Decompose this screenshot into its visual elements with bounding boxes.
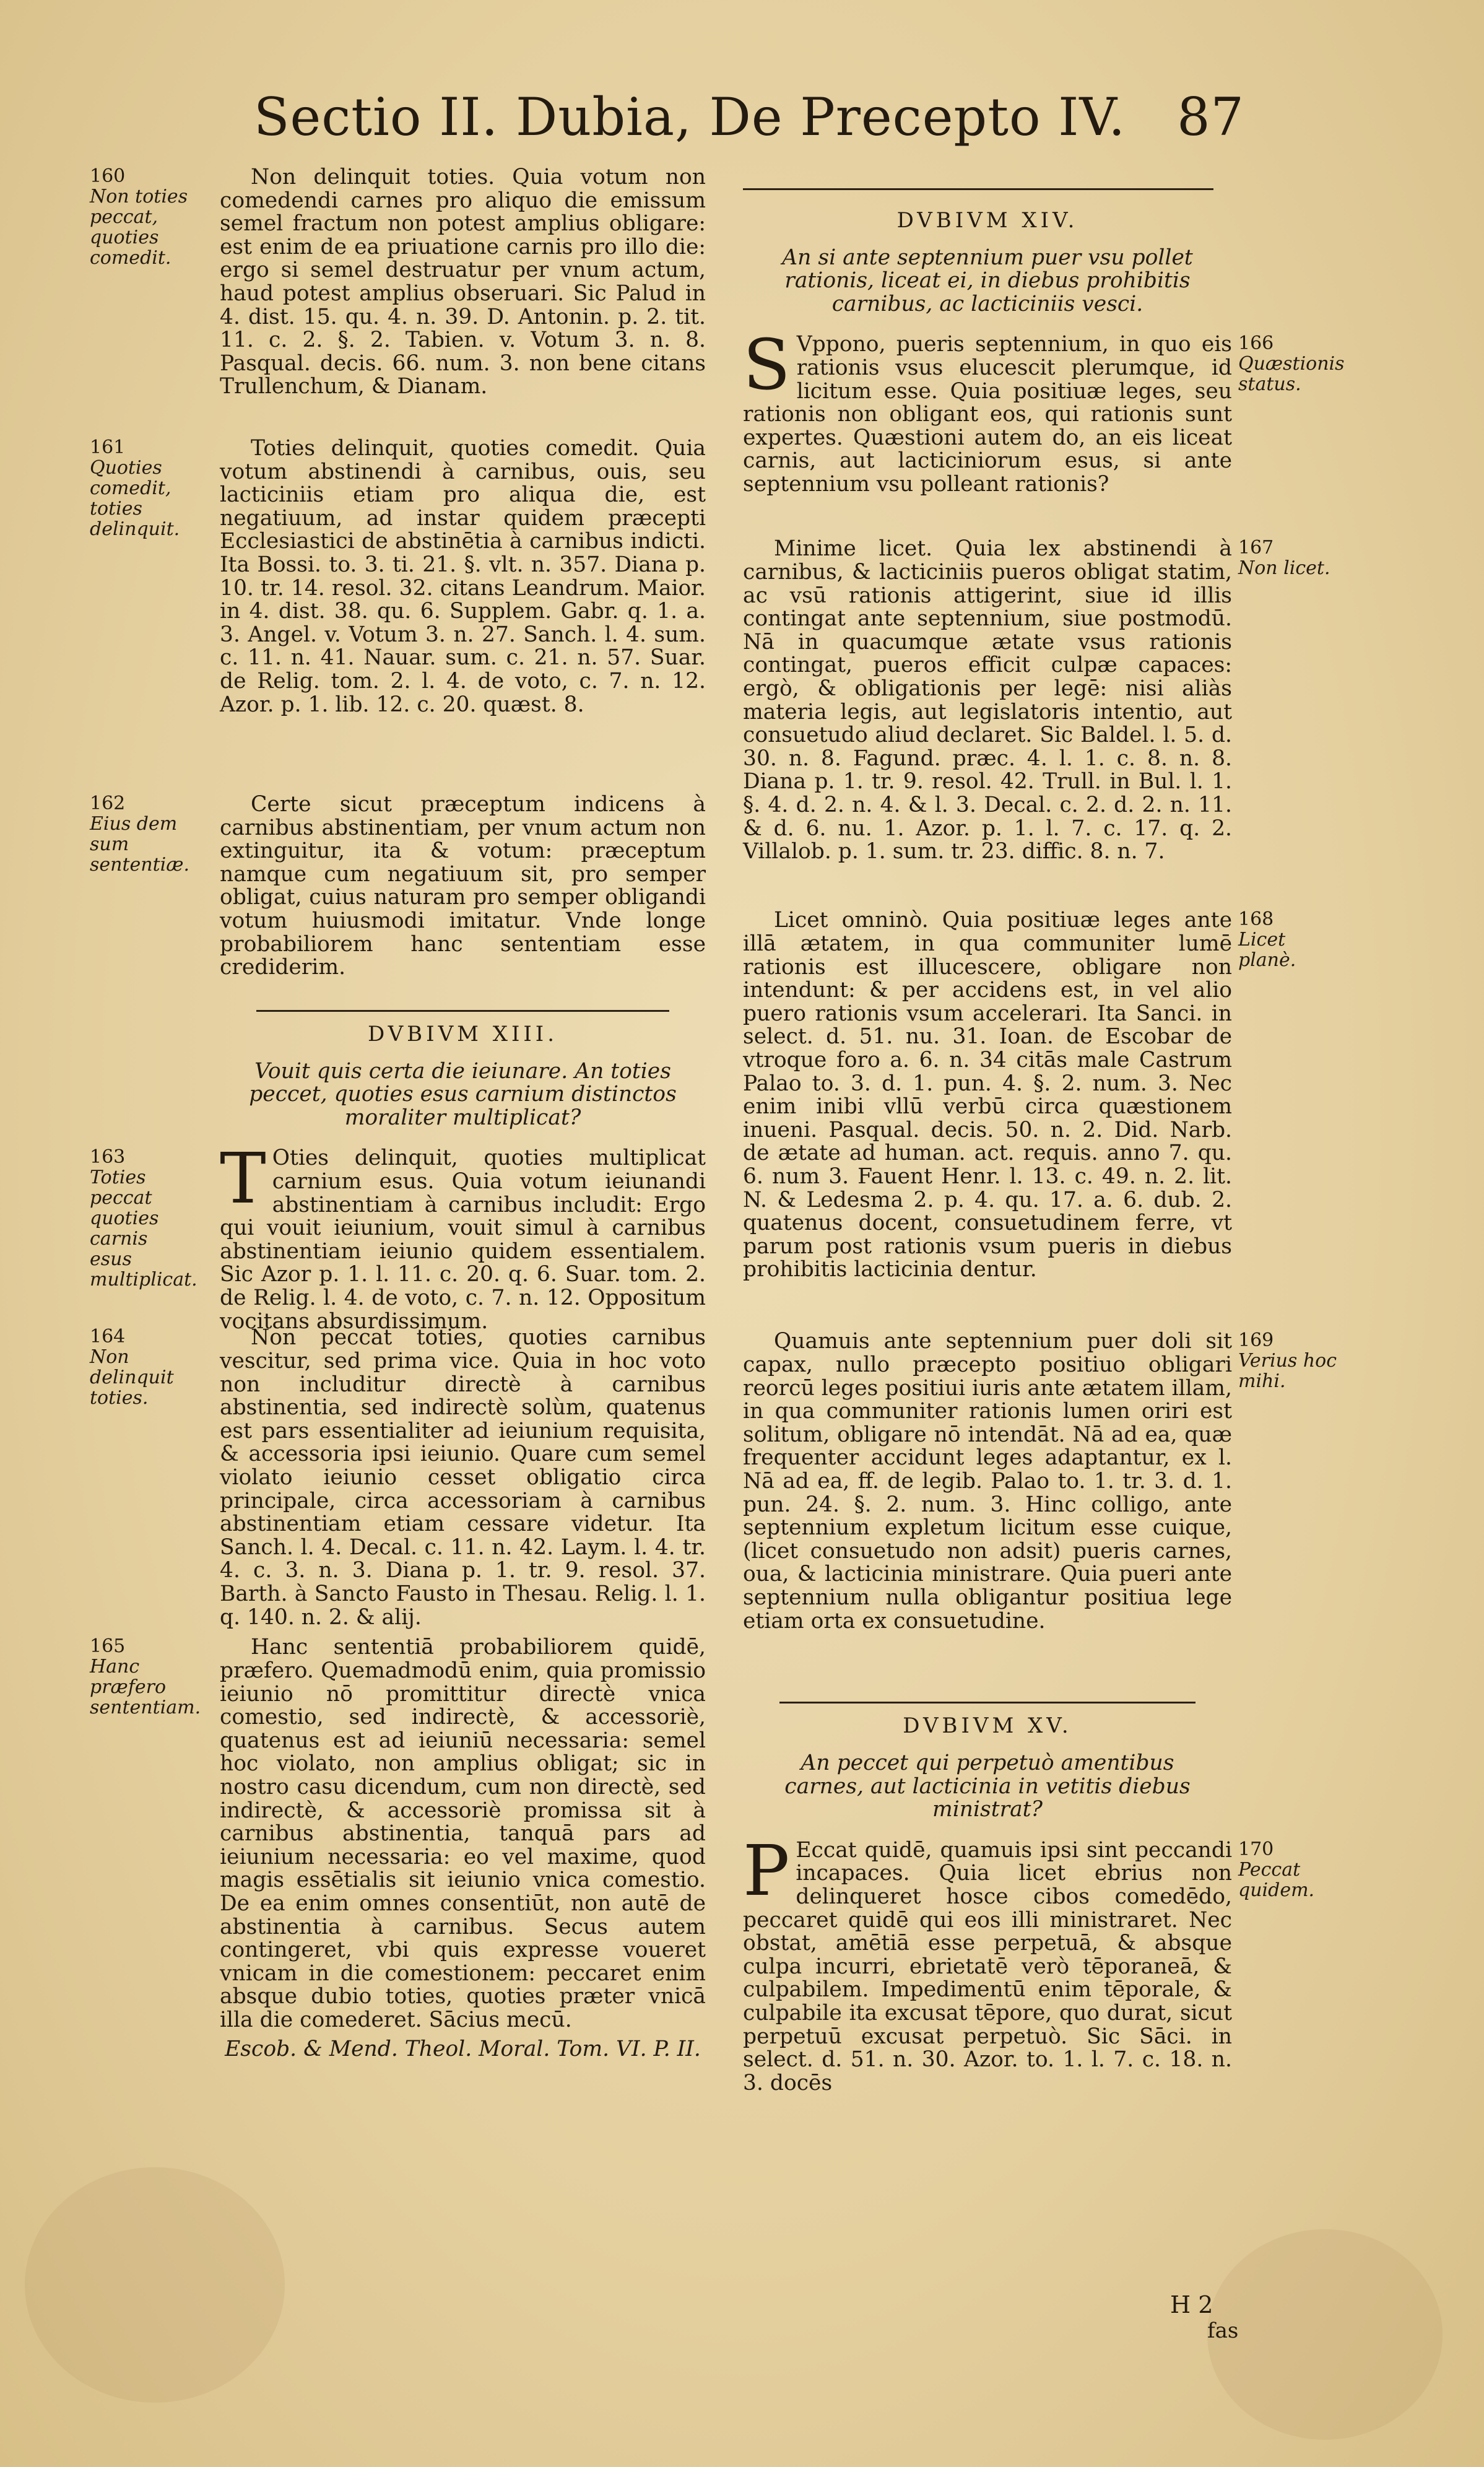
dubium-question: An peccet qui perpetuò amentibus carnes, aut lacticinia in vetitis diebus ministrat? [784,1750,1191,1822]
section-divider [256,1010,669,1012]
paragraph-text: Certe sicut præceptum indicens à carnibus abstinentiam, per vnum actum non extinguitur, ita & votum: præceptum namque cum negatiuum sit, pro semper obligat, cuius naturam pro semper obligandi votum huiusmodi imitatur. Vnde longe probabiliorem hanc sententiam esse crediderim. [220,792,706,980]
paragraph-text: Oties delinquit, quoties multiplicat carnium esus. Quia votum ieiunandi abstinentiam à carnibus includit: Ergo qui vouit ieiunium, vouit simul à carnibus abstinentiam ieiunio quidem essentialem. Sic Azor p. 1. l. 11. c. 20. q. 6. Suar. tom. 2. de Relig. l. 4. de voto, c. 7. n. 12. Oppositum vocitans absurdissimum. [220,1146,706,1334]
drop-cap: T [220,1139,266,1220]
running-header [254,87,1244,155]
margin-note: 169 Verius hoc mihi. [1238,1329,1337,1393]
drop-cap: S [743,325,791,406]
paragraph-text: Non delinquit toties. Quia votum non comedendi carnes pro aliquo die emissum semel fractum non potest amplius obligare: est enim de ea priuatione carnis pro illo die: ergo si semel destruatur per vnum actum, haud potest amplius obseruari. Sic Palud in 4. dist. 15. qu. 4. n. 39. D. Antonin. p. 2. tit. 11. c. 2. §. 2. Tabien. v. Votum 3. n. 8. Pasqual. decis. 66. num. 3. non bene citans Trullenchum, & Dianam. [220,165,706,399]
paragraph-165 [90,1635,706,2032]
paragraph-text: Non peccat toties, quoties carnibus vescitur, sed prima vice. Quia in hoc voto non includitur directè à carnibus abstinentia, sed indirectè solùm, quatenus est pars essentialiter ad ieiunium requisita, & accessoria ipsi ieiunio. Quare cum semel violato ieiunio cesset obligatio circa principale, circa accessoriam à carnibus abstinentiam etiam cessare videtur. Ita Sanch. l. 4. Decal. c. 11. n. 42. Laym. l. 4. tr. 4. c. 3. n. 3. Diana p. 1. tr. 9. resol. 37. Barth. à Sancto Fausto in Thesau. Relig. l. 1. q. 140. n. 2. & alij. [220,1325,706,1630]
page-stain [1207,2229,1443,2440]
margin-note: 165 Hanc præfero sententiam. [90,1635,201,1719]
paragraph-163 [90,1139,706,1334]
margin-note: 167 Non licet. [1238,537,1330,580]
margin-note: 161 Quoties comedit, toties delinquit. [90,437,180,540]
margin-note: 163 Toties peccat quoties carnis esus multiplicat. [90,1146,197,1291]
page-stain [25,2167,285,2403]
margin-note: 168 Licet planè. [1238,908,1296,972]
dubium-title: DVBIVM XV. [903,1713,1072,1739]
paragraph-text: Minime licet. Quia lex abstinendi à carnibus, & lacticiniis pueros obligat statim, ac vsū rationis attigerint, siue id illis contingat ante septennium, siue postmodū. Nā in quacumque ætate vsus rationis contingat, pueros efficit culpæ capaces: ergò, & obligationis per legē: nisi aliàs materia legis, aut legislatoris intentio, aut consuetudo aliud declaret. Sic Baldel. l. 5. d. 30. n. 8. Fagund. præc. 4. l. 1. c. 8. n. 8. Diana p. 1. tr. 9. resol. 42. Trull. in Bul. l. 1. §. 4. d. 2. n. 4. & l. 3. Decal. c. 2. d. 2. n. 11. & d. 6. nu. 1. Azor. p. 1. l. 7. c. 17. q. 2. Villalob. p. 1. sum. tr. 23. diffic. 8. n. 7. [743,536,1232,864]
dubium-title: DVBIVM XIII. [367,1022,558,1046]
footer-note: Escob. & Mend. Theol. Moral. Tom. VI. P. II. [225,2037,701,2062]
paragraph-text: Quamuis ante septennium puer doli sit capax, nullo præcepto positiuo obligari reorcū leges positiui iuris ante ætatem illam, in qua communiter rationis lumen oriri est solitum, obligare nō intendāt. Nā ad ea, quæ frequenter accidunt leges adaptantur, ex l. Nā ad ea, ff. de legib. Palao to. 1. tr. 3. d. 1. pun. 24. §. 2. num. 3. Hinc colligo, ante septennium expletum licitum esse cuique, (licet consuetudo non adsit) pueris carnes, oua, & lacticinia ministrare. Quia pueri ante septennium nulla obligantur positiua lege etiam orta ex consuetudine. [743,1329,1232,1634]
margin-note: 170 Peccat quidem. [1238,1838,1315,1901]
margin-note: 160 Non toties peccat, quoties comedit. [90,165,188,269]
left-column [90,165,706,2062]
paragraph-text: Licet omninò. Quia positiuæ leges ante illā ætatem, in qua communiter lumē rationis est illucescere, obligare non intendunt: & per accidens est, in vel alio puero rationis vsum accelerari. Ita Sanci. in select. d. 51. nu. 31. Ioan. de Escobar de vtroque foro a. 6. n. 34 citās male Castrum Palao to. 3. d. 1. pun. 4. §. 2. num. 3. Nec enim inibi vllū verbū circa quæstionem inueni. Pasqual. decis. 50. n. 2. Did. Narb. de ætate ad human. act. requis. anno 7. qu. 6. num 3. Fauent Henr. l. 13. c. 49. n. 2. lit. N. & Ledesma 2. p. 4. qu. 17. a. 6. dub. 2. quatenus docent, consuetudinem ferre, vt parum post rationis vsum pueris in diebus prohibitis lacticinia dentur. [743,908,1232,1282]
dubium-title: DVBIVM XIV. [896,208,1078,233]
margin-note: 162 Eius dem sum sententiæ. [90,793,189,876]
paragraph-text: Eccat quidē, quamuis ipsi sint peccandi incapaces. Quia licet ebrius non delinqueret hosce cibos comedēdo, peccaret quidē qui eos illi ministraret. Nec obstat, amētiā esse perpetuā, & absque culpa incurri, ebrietatē verò tēporaneā, & culpabilem. Impedimentū enim tēporale, & culpabile ita excusat tēpore, quo durat, sicut perpetuū excusat perpetuò. Sic Sāci. in select. d. 51. n. 30. Azor. to. 1. l. 7. c. 18. n. 3. docēs [743,1837,1232,2095]
paragraph-166 [743,325,1345,537]
margin-note: 166 Quæstionis status. [1238,333,1345,396]
right-column [743,180,1345,2095]
paragraph-161 [90,436,706,793]
signature-mark: H 2 [1170,2291,1213,2318]
dubium-question: An si ante septennium puer vsu pollet rationis, liceat ei, in diebus prohibitis carnibus, ac lacticiniis vesci. [782,245,1193,316]
drop-cap: P [743,1830,790,1912]
paragraph-168 [743,908,1296,1330]
paragraph-164 [90,1325,706,1636]
paragraph-160 [90,165,706,437]
header-title: Sectio II. Dubia, De Precepto IV. [254,87,1126,147]
paragraph-162 [90,792,706,1010]
paragraph-170 [743,1830,1315,2095]
paragraph-text: Hanc sententiā probabiliorem quidē, præfero. Quemadmodū enim, quia promissio ieiunio nō promittitur directè vnica comestio, sed indirectè, & accessoriè, quatenus est ad ieiuniū necessaria: semel hoc violato, non amplius obligat; sic in nostro casu dicendum, cum non directè, sed indirectè, & accessoriè promissa sit à carnibus abstinentia, tanquā pars ad ieiunium necessaria: eo vel maxime, quod magis essētialis sit ieiunio vnica comestio. De ea enim omnes consentiūt, non autē de abstinentia à carnibus. Secus autem contingeret, vbi quis expresse voueret vnicam in die comestionem: peccaret enim absque dubio toties, quoties præter vnicā illa die comederet. Sācius mecū. [220,1635,706,2032]
catchword: fas [1207,2318,1239,2343]
page-number: 87 [1177,87,1244,147]
paragraph-169 [743,1329,1337,1702]
paragraph-text: Toties delinquit, quoties comedit. Quia votum abstinendi à carnibus, ouis, seu lacticiniis etiam pro aliqua die, est negatiuum, ad instar quidem præcepti Ecclesiastici de abstinētia à carnibus indicti. Ita Bossi. to. 3. ti. 21. §. vlt. n. 357. Diana p. 10. tr. 14. resol. 32. citans Leandrum. Maior. in 4. dist. 38. qu. 6. Supplem. Gabr. q. 1. a. 3. Angel. v. Votum 3. n. 27. Sanch. l. 4. sum. c. 11. n. 41. Nauar. sum. c. 21. n. 57. Suar. de Relig. tom. 2. l. 4. de voto, c. 7. n. 12. Azor. p. 1. lib. 12. c. 20. quæst. 8. [220,436,706,717]
paragraph-167 [743,536,1330,909]
section-divider [779,1702,1195,1703]
margin-note: 164 Non delinquit toties. [90,1326,174,1409]
paragraph-text: Vppono, pueris septennium, in quo eis rationis vsus elucescit plerumque, id licitum esse. Quia positiuæ leges, seu rationis non obligant eos, qui rationis sunt expertes. Quæstioni autem do, an eis liceat carnis, aut lacticiniorum esus, si ante septennium vsu polleant rationis? [743,332,1232,497]
dubium-question: Vouit quis certa die ieiunare. An toties peccet, quoties esus carnium distinctos moraliter multiplicat? [249,1058,677,1130]
